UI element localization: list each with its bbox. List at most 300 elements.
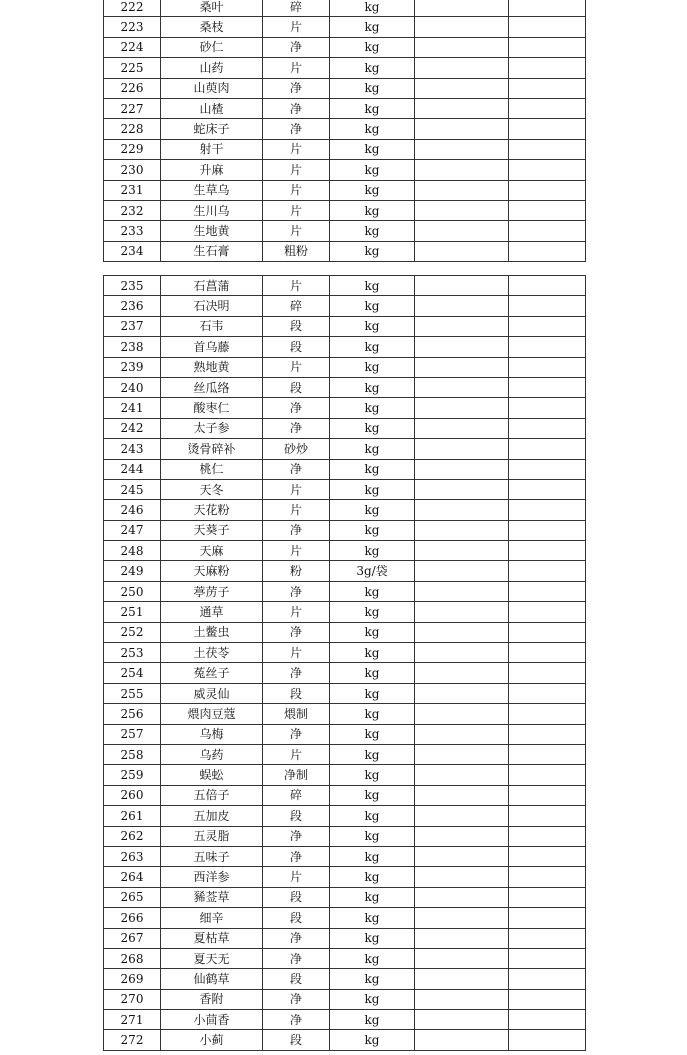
row-number-cell: 253 [104,643,161,663]
empty-cell [415,276,509,296]
processing-spec-cell: 片 [263,744,330,764]
unit-cell: kg [330,276,415,296]
unit-cell: kg [330,98,415,118]
table-row [104,622,586,642]
unit-cell: kg [330,704,415,724]
herb-name-cell: 石菖蒲 [161,276,263,296]
empty-cell [415,78,509,98]
herb-name-cell: 威灵仙 [161,683,263,703]
empty-cell [509,744,586,764]
table-row [104,459,586,479]
empty-cell [509,541,586,561]
processing-spec-cell: 净 [263,459,330,479]
unit-cell: kg [330,826,415,846]
empty-cell [509,969,586,989]
empty-cell [509,622,586,642]
empty-cell [509,17,586,37]
empty-cell [415,846,509,866]
table-row [104,98,586,118]
herb-name-cell: 酸枣仁 [161,398,263,418]
empty-cell [509,119,586,139]
empty-cell [509,459,586,479]
unit-cell: kg [330,439,415,459]
empty-cell [509,643,586,663]
empty-cell [415,561,509,581]
herb-name-cell: 五加皮 [161,806,263,826]
empty-cell [415,180,509,200]
table-row [104,337,586,357]
empty-cell [415,241,509,261]
unit-cell: kg [330,867,415,887]
table-row [104,241,586,261]
herb-name-cell: 豨莶草 [161,887,263,907]
unit-cell: kg [330,724,415,744]
unit-cell: kg [330,357,415,377]
herb-name-cell: 土鳖虫 [161,622,263,642]
unit-cell: kg [330,520,415,540]
row-number-cell: 266 [104,908,161,928]
unit-cell: kg [330,928,415,948]
table-row [104,846,586,866]
row-number-cell: 238 [104,337,161,357]
empty-cell [415,643,509,663]
processing-spec-cell: 净 [263,1010,330,1030]
empty-cell [509,200,586,220]
empty-cell [509,826,586,846]
empty-cell [509,1010,586,1030]
processing-spec-cell: 段 [263,908,330,928]
table-row [104,683,586,703]
table-row [104,704,586,724]
herb-name-cell: 夏天无 [161,948,263,968]
herb-name-cell: 天麻粉 [161,561,263,581]
unit-cell: kg [330,296,415,316]
row-number-cell: 261 [104,806,161,826]
empty-cell [415,520,509,540]
processing-spec-cell: 净 [263,37,330,57]
table-row [104,139,586,159]
empty-cell [415,1030,509,1050]
table-row [104,643,586,663]
empty-cell [509,785,586,805]
herb-name-cell: 天葵子 [161,520,263,540]
empty-cell [415,296,509,316]
processing-spec-cell: 净 [263,119,330,139]
herb-name-cell: 丝瓜络 [161,377,263,397]
table-row [104,119,586,139]
empty-cell [509,704,586,724]
row-number-cell: 247 [104,520,161,540]
row-number-cell: 256 [104,704,161,724]
empty-cell [509,683,586,703]
row-number-cell: 268 [104,948,161,968]
herb-name-cell: 桑枝 [161,17,263,37]
row-number-cell: 241 [104,398,161,418]
processing-spec-cell: 段 [263,1030,330,1050]
empty-cell [509,296,586,316]
table-row [104,1030,586,1050]
row-number-cell: 231 [104,180,161,200]
table-row [104,969,586,989]
empty-cell [509,377,586,397]
herb-name-cell: 射干 [161,139,263,159]
table-row [104,1010,586,1030]
row-number-cell: 224 [104,37,161,57]
empty-cell [509,887,586,907]
empty-cell [509,0,586,17]
table-row [104,276,586,296]
unit-cell: kg [330,1030,415,1050]
table-row [104,78,586,98]
empty-cell [509,581,586,601]
empty-cell [509,439,586,459]
medicine-table-part-1 [103,0,586,262]
row-number-cell: 251 [104,602,161,622]
empty-cell [415,221,509,241]
empty-cell [509,398,586,418]
row-number-cell: 260 [104,785,161,805]
empty-cell [509,948,586,968]
unit-cell: kg [330,160,415,180]
empty-cell [415,602,509,622]
processing-spec-cell: 净 [263,581,330,601]
processing-spec-cell: 片 [263,180,330,200]
empty-cell [509,846,586,866]
herb-name-cell: 乌药 [161,744,263,764]
row-number-cell: 271 [104,1010,161,1030]
unit-cell: kg [330,581,415,601]
empty-cell [415,785,509,805]
row-number-cell: 237 [104,316,161,336]
row-number-cell: 263 [104,846,161,866]
row-number-cell: 223 [104,17,161,37]
table-row [104,541,586,561]
empty-cell [509,561,586,581]
empty-cell [415,704,509,724]
table-row [104,826,586,846]
empty-cell [415,622,509,642]
unit-cell: kg [330,337,415,357]
row-number-cell: 259 [104,765,161,785]
table-row [104,948,586,968]
empty-cell [415,160,509,180]
unit-cell: kg [330,17,415,37]
processing-spec-cell: 片 [263,139,330,159]
row-number-cell: 264 [104,867,161,887]
unit-cell: kg [330,418,415,438]
processing-spec-cell: 碎 [263,0,330,17]
table-row [104,520,586,540]
herb-name-cell: 石韦 [161,316,263,336]
table-row [104,744,586,764]
unit-cell: kg [330,785,415,805]
unit-cell: kg [330,37,415,57]
empty-cell [509,663,586,683]
herb-name-cell: 菟丝子 [161,663,263,683]
empty-cell [509,520,586,540]
empty-cell [415,724,509,744]
empty-cell [415,98,509,118]
herb-name-cell: 五灵脂 [161,826,263,846]
table-row [104,180,586,200]
empty-cell [509,479,586,499]
empty-cell [509,928,586,948]
herb-name-cell: 小茴香 [161,1010,263,1030]
herb-name-cell: 五味子 [161,846,263,866]
empty-cell [415,765,509,785]
row-number-cell: 232 [104,200,161,220]
unit-cell: kg [330,806,415,826]
unit-cell: kg [330,765,415,785]
table-row [104,377,586,397]
herb-name-cell: 西洋参 [161,867,263,887]
table-row [104,316,586,336]
row-number-cell: 248 [104,541,161,561]
table-row [104,663,586,683]
empty-cell [415,541,509,561]
processing-spec-cell: 净 [263,398,330,418]
processing-spec-cell: 段 [263,887,330,907]
empty-cell [415,908,509,928]
unit-cell: kg [330,139,415,159]
unit-cell: kg [330,0,415,17]
processing-spec-cell: 片 [263,479,330,499]
processing-spec-cell: 片 [263,17,330,37]
empty-cell [509,160,586,180]
processing-spec-cell: 片 [263,500,330,520]
processing-spec-cell: 片 [263,357,330,377]
table-row [104,0,586,17]
herb-name-cell: 熟地黄 [161,357,263,377]
processing-spec-cell: 粉 [263,561,330,581]
empty-cell [509,724,586,744]
table-row [104,887,586,907]
empty-cell [509,98,586,118]
empty-cell [509,602,586,622]
herb-name-cell: 生石膏 [161,241,263,261]
unit-cell: kg [330,663,415,683]
empty-cell [509,867,586,887]
empty-cell [509,806,586,826]
processing-spec-cell: 片 [263,602,330,622]
empty-cell [415,459,509,479]
empty-cell [509,418,586,438]
herb-name-cell: 葶苈子 [161,581,263,601]
empty-cell [415,928,509,948]
processing-spec-cell: 净 [263,78,330,98]
row-number-cell: 254 [104,663,161,683]
table-row [104,357,586,377]
empty-cell [415,663,509,683]
empty-cell [509,241,586,261]
unit-cell: kg [330,78,415,98]
herb-name-cell: 砂仁 [161,37,263,57]
empty-cell [509,316,586,336]
herb-name-cell: 小蓟 [161,1030,263,1050]
table-row [104,561,586,581]
row-number-cell: 226 [104,78,161,98]
herb-name-cell: 细辛 [161,908,263,928]
empty-cell [509,78,586,98]
empty-cell [415,398,509,418]
table-row [104,439,586,459]
herb-name-cell: 仙鹤草 [161,969,263,989]
empty-cell [415,357,509,377]
empty-cell [415,683,509,703]
herb-name-cell: 蛇床子 [161,119,263,139]
table-row [104,867,586,887]
row-number-cell: 272 [104,1030,161,1050]
empty-cell [415,969,509,989]
unit-cell: kg [330,500,415,520]
herb-name-cell: 蜈蚣 [161,765,263,785]
empty-cell [415,989,509,1009]
table-row [104,479,586,499]
table-row [104,989,586,1009]
empty-cell [509,765,586,785]
herb-name-cell: 石决明 [161,296,263,316]
unit-cell: kg [330,622,415,642]
row-number-cell: 228 [104,119,161,139]
unit-cell: kg [330,541,415,561]
table-row [104,17,586,37]
empty-cell [509,357,586,377]
processing-spec-cell: 粗粉 [263,241,330,261]
processing-spec-cell: 净 [263,928,330,948]
processing-spec-cell: 净 [263,418,330,438]
row-number-cell: 225 [104,58,161,78]
unit-cell: kg [330,200,415,220]
empty-cell [415,58,509,78]
empty-cell [415,581,509,601]
herb-name-cell: 生地黄 [161,221,263,241]
empty-cell [509,989,586,1009]
medicine-table-part-2 [103,275,586,1051]
processing-spec-cell: 净 [263,98,330,118]
empty-cell [415,1010,509,1030]
empty-cell [415,948,509,968]
empty-cell [415,826,509,846]
empty-cell [509,500,586,520]
row-number-cell: 245 [104,479,161,499]
unit-cell: kg [330,377,415,397]
table-row [104,398,586,418]
processing-spec-cell: 片 [263,221,330,241]
unit-cell: kg [330,846,415,866]
empty-cell [509,221,586,241]
table-row [104,806,586,826]
herb-name-cell: 煨肉豆蔻 [161,704,263,724]
row-number-cell: 258 [104,744,161,764]
empty-cell [415,337,509,357]
processing-spec-cell: 砂炒 [263,439,330,459]
processing-spec-cell: 碎 [263,785,330,805]
table-row [104,581,586,601]
herb-name-cell: 土茯苓 [161,643,263,663]
herb-name-cell: 山萸肉 [161,78,263,98]
row-number-cell: 265 [104,887,161,907]
herb-name-cell: 烫骨碎补 [161,439,263,459]
unit-cell: kg [330,398,415,418]
row-number-cell: 235 [104,276,161,296]
empty-cell [415,744,509,764]
herb-name-cell: 通草 [161,602,263,622]
empty-cell [415,200,509,220]
empty-cell [415,377,509,397]
unit-cell: kg [330,119,415,139]
herb-name-cell: 生川乌 [161,200,263,220]
processing-spec-cell: 片 [263,58,330,78]
table-row [104,908,586,928]
row-number-cell: 240 [104,377,161,397]
table-row [104,296,586,316]
processing-spec-cell: 煨制 [263,704,330,724]
row-number-cell: 246 [104,500,161,520]
processing-spec-cell: 净制 [263,765,330,785]
row-number-cell: 257 [104,724,161,744]
herb-name-cell: 山药 [161,58,263,78]
herb-name-cell: 生草乌 [161,180,263,200]
processing-spec-cell: 片 [263,276,330,296]
unit-cell: kg [330,459,415,479]
unit-cell: kg [330,969,415,989]
row-number-cell: 227 [104,98,161,118]
herb-name-cell: 天冬 [161,479,263,499]
empty-cell [509,276,586,296]
processing-spec-cell: 净 [263,989,330,1009]
herb-name-cell: 天花粉 [161,500,263,520]
processing-spec-cell: 段 [263,969,330,989]
processing-spec-cell: 片 [263,541,330,561]
unit-cell: kg [330,316,415,336]
row-number-cell: 267 [104,928,161,948]
unit-cell: kg [330,602,415,622]
empty-cell [415,806,509,826]
row-number-cell: 233 [104,221,161,241]
herb-name-cell: 首乌藤 [161,337,263,357]
row-number-cell: 249 [104,561,161,581]
unit-cell: kg [330,948,415,968]
row-number-cell: 236 [104,296,161,316]
processing-spec-cell: 片 [263,160,330,180]
processing-spec-cell: 净 [263,724,330,744]
row-number-cell: 269 [104,969,161,989]
empty-cell [415,500,509,520]
table-row [104,785,586,805]
table-row [104,58,586,78]
empty-cell [415,439,509,459]
table-row [104,928,586,948]
herb-name-cell: 升麻 [161,160,263,180]
table-row [104,500,586,520]
empty-cell [415,867,509,887]
empty-cell [415,119,509,139]
processing-spec-cell: 段 [263,683,330,703]
unit-cell: kg [330,643,415,663]
processing-spec-cell: 碎 [263,296,330,316]
row-number-cell: 252 [104,622,161,642]
processing-spec-cell: 片 [263,867,330,887]
empty-cell [509,908,586,928]
table-row [104,200,586,220]
herb-name-cell: 乌梅 [161,724,263,744]
row-number-cell: 239 [104,357,161,377]
row-number-cell: 222 [104,0,161,17]
herb-name-cell: 太子参 [161,418,263,438]
row-number-cell: 270 [104,989,161,1009]
processing-spec-cell: 段 [263,337,330,357]
herb-name-cell: 桃仁 [161,459,263,479]
